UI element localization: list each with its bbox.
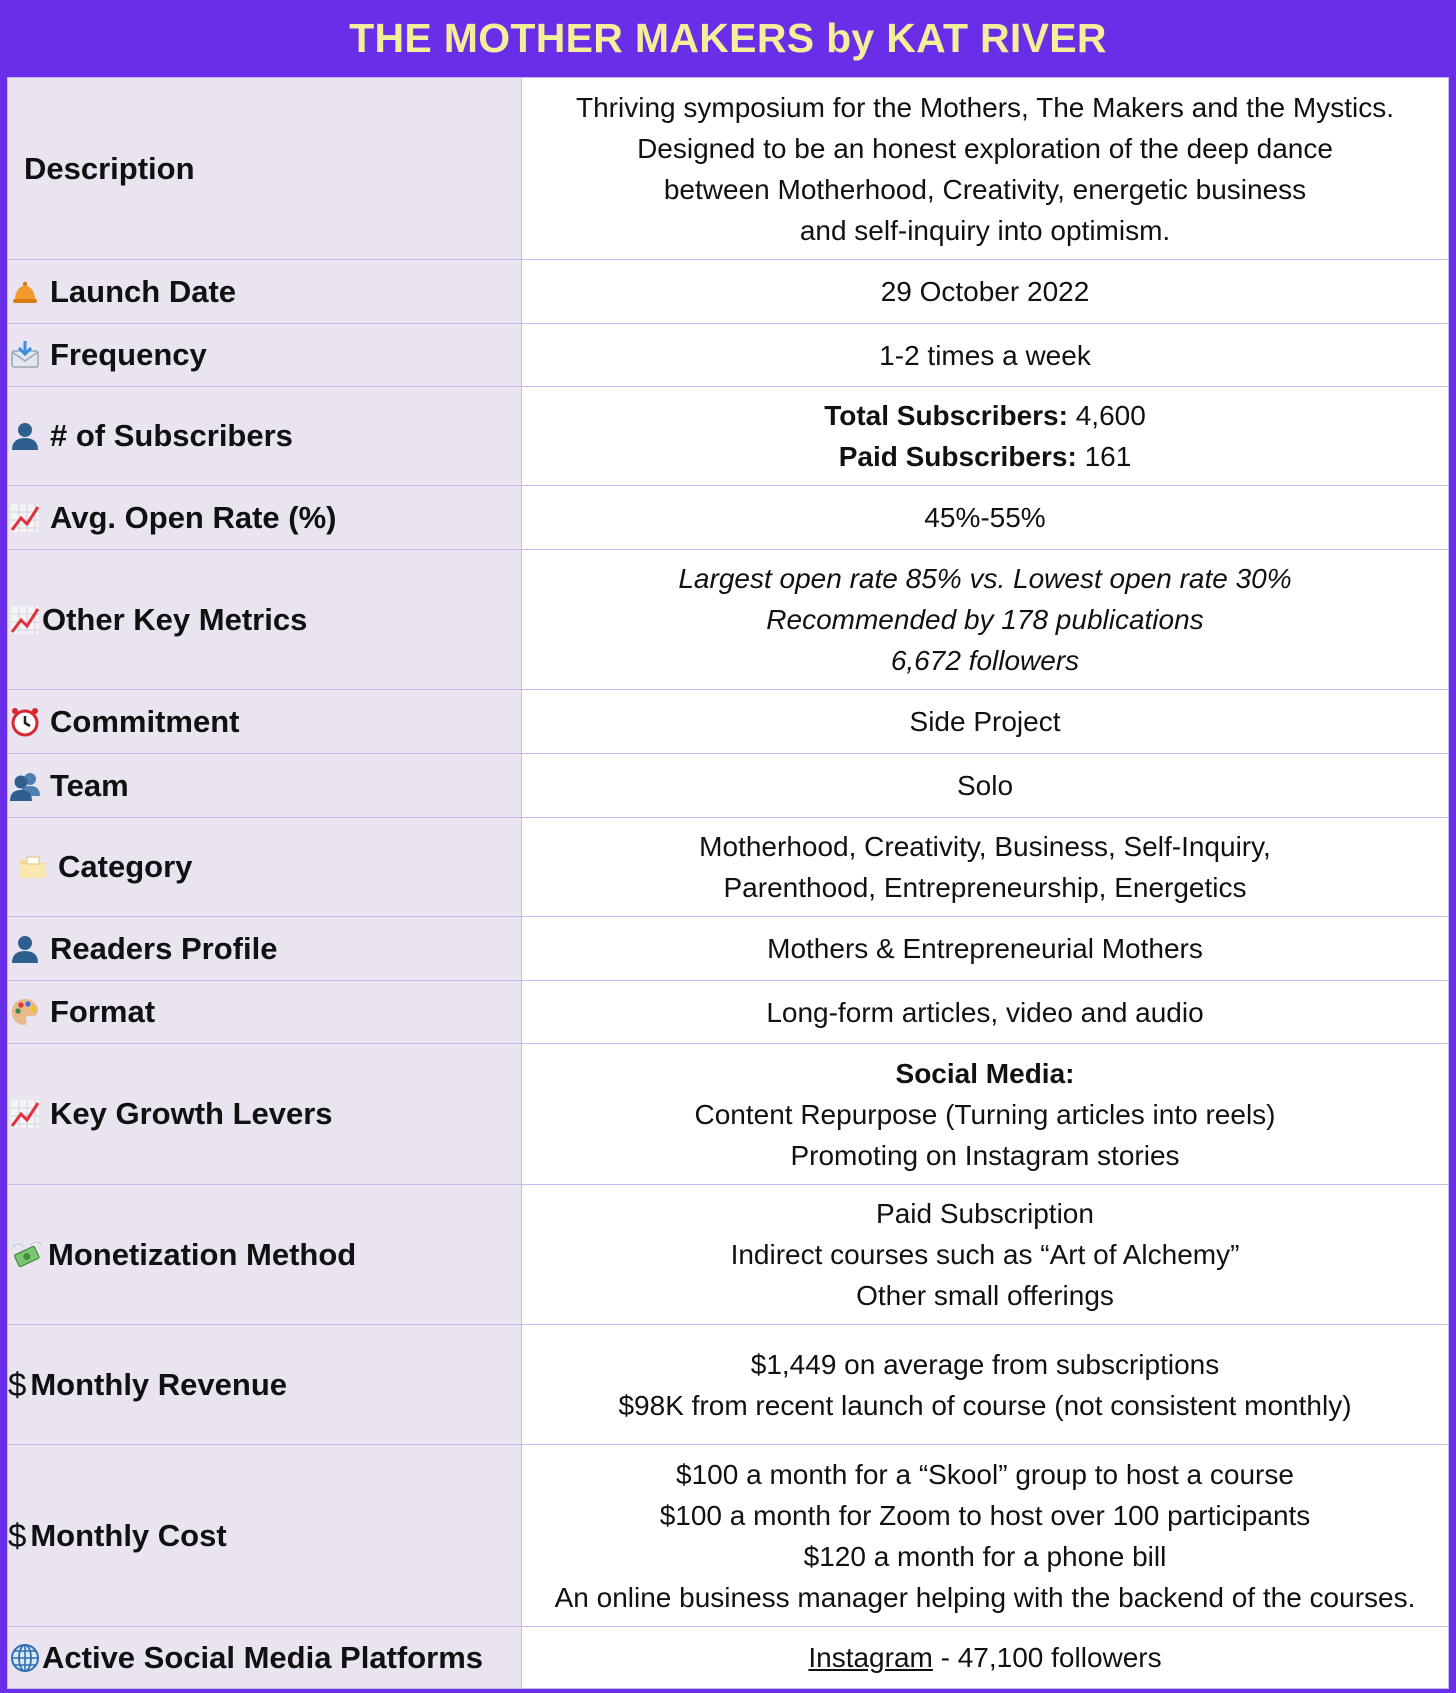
description-line: Designed to be an honest exploration of the deep dance bbox=[637, 132, 1333, 164]
row-label-open-rate bbox=[8, 486, 522, 550]
monetization-line: Paid Subscription bbox=[876, 1198, 1094, 1229]
label-text: Active Social Media Platforms bbox=[42, 1639, 484, 1675]
label-text: Frequency bbox=[50, 337, 207, 372]
row-value-monetization bbox=[522, 1185, 1449, 1325]
growth-line: Promoting on Instagram stories bbox=[790, 1139, 1180, 1171]
globe-icon bbox=[8, 1641, 42, 1675]
cost-line: An online business manager helping with the backend of the courses. bbox=[554, 1581, 1416, 1613]
label-text: Monthly Revenue bbox=[30, 1366, 288, 1402]
total-subscribers-label: Total Subscribers: bbox=[824, 400, 1068, 431]
revenue-line: $1,449 on average from subscriptions bbox=[750, 1348, 1220, 1380]
label-text: Launch Date bbox=[50, 273, 237, 309]
row-value-subscribers bbox=[522, 387, 1449, 486]
cost-line: $100 a month for a “Skool” group to host a course bbox=[676, 1458, 1294, 1490]
row-label-subscribers bbox=[8, 387, 522, 486]
paid-subscribers bbox=[522, 436, 1448, 477]
row-value-growth bbox=[522, 1044, 1449, 1185]
description-line: Thriving symposium for the Mothers, The Makers and the Mystics. bbox=[576, 91, 1394, 123]
revenue-line: $98K from recent launch of course (not consistent monthly) bbox=[618, 1389, 1352, 1421]
table-row bbox=[8, 754, 1449, 818]
row-label-launch-date bbox=[8, 260, 522, 324]
row-label-other-metrics bbox=[8, 550, 522, 690]
table-row bbox=[8, 260, 1449, 324]
table-row bbox=[8, 1445, 1449, 1627]
row-label-readers bbox=[8, 917, 522, 981]
money-with-wings-icon bbox=[10, 1238, 44, 1272]
row-label-commitment bbox=[8, 690, 522, 754]
table-row bbox=[8, 1185, 1449, 1325]
instagram-followers: - 47,100 followers bbox=[932, 1642, 1162, 1673]
chart-increasing-icon bbox=[8, 603, 42, 637]
bell-icon bbox=[8, 275, 42, 309]
label-text: Team bbox=[50, 767, 129, 803]
label-text: Description bbox=[24, 150, 195, 186]
table-row bbox=[8, 917, 1449, 981]
monetization-line: Indirect courses such as “Art of Alchemy” bbox=[730, 1239, 1240, 1270]
row-value-team: Solo bbox=[522, 754, 1449, 818]
row-label-category bbox=[8, 818, 522, 917]
label-text: Category bbox=[58, 849, 193, 884]
row-value-cost bbox=[522, 1445, 1449, 1627]
row-value-revenue bbox=[522, 1325, 1449, 1445]
monetization-line: Other small offerings bbox=[856, 1280, 1114, 1311]
total-subscribers bbox=[522, 395, 1448, 436]
row-label-format bbox=[8, 981, 522, 1044]
description-line: between Motherhood, Creativity, energetic business bbox=[663, 173, 1307, 205]
table-row bbox=[8, 690, 1449, 754]
row-value-format: Long-form articles, video and audio bbox=[522, 981, 1449, 1044]
row-label-description bbox=[8, 78, 522, 260]
chart-increasing-icon bbox=[8, 1097, 42, 1131]
alarm-clock-icon bbox=[8, 705, 42, 739]
row-value-launch-date: 29 October 2022 bbox=[522, 260, 1449, 324]
row-label-growth bbox=[8, 1044, 522, 1185]
instagram-link[interactable]: Instagram bbox=[808, 1642, 933, 1673]
metric-line: Recommended by 178 publications bbox=[766, 604, 1204, 635]
table-row bbox=[8, 981, 1449, 1044]
table-row bbox=[8, 1325, 1449, 1445]
envelope-download-icon bbox=[8, 338, 42, 372]
table-row bbox=[8, 550, 1449, 690]
person-silhouette-icon bbox=[8, 419, 42, 453]
table-row bbox=[8, 324, 1449, 387]
cost-line: $120 a month for a phone bill bbox=[803, 1540, 1167, 1572]
description-line: and self-inquiry into optimism. bbox=[799, 214, 1171, 246]
row-label-cost bbox=[8, 1445, 522, 1627]
label-text: Format bbox=[50, 994, 156, 1029]
row-value-frequency: 1-2 times a week bbox=[522, 324, 1449, 387]
profile-table bbox=[7, 77, 1449, 1689]
dollar-sign-icon: $ bbox=[8, 1365, 27, 1403]
dollar-sign-icon: $ bbox=[8, 1516, 27, 1554]
table-row bbox=[8, 1627, 1449, 1689]
people-silhouette-icon bbox=[8, 769, 42, 803]
row-label-frequency bbox=[8, 324, 522, 387]
palette-icon bbox=[8, 995, 42, 1029]
table-row bbox=[8, 818, 1449, 917]
label-text: Readers Profile bbox=[50, 930, 278, 966]
table-row bbox=[8, 486, 1449, 550]
row-value-description bbox=[522, 78, 1449, 260]
row-value-readers: Mothers & Entrepreneurial Mothers bbox=[522, 917, 1449, 981]
page-title: THE MOTHER MAKERS by KAT RIVER bbox=[349, 15, 1107, 61]
folder-icon bbox=[16, 850, 50, 884]
chart-increasing-icon bbox=[8, 501, 42, 535]
row-label-revenue bbox=[8, 1325, 522, 1445]
table-row bbox=[8, 78, 1449, 260]
category-line: Parenthood, Entrepreneurship, Energetics bbox=[723, 872, 1247, 903]
paid-subscribers-value: 161 bbox=[1084, 441, 1132, 472]
paid-subscribers-label: Paid Subscribers: bbox=[838, 441, 1077, 472]
metric-line: Largest open rate 85% vs. Lowest open rate 30% bbox=[678, 563, 1292, 594]
category-line: Motherhood, Creativity, Business, Self-Inquiry, bbox=[699, 831, 1271, 862]
cost-line: $100 a month for Zoom to host over 100 participants bbox=[659, 1499, 1311, 1531]
row-value-other-metrics bbox=[522, 550, 1449, 690]
row-label-social bbox=[8, 1627, 522, 1689]
row-value-open-rate: 45%-55% bbox=[522, 486, 1449, 550]
row-label-team bbox=[8, 754, 522, 818]
total-subscribers-value: 4,600 bbox=[1075, 400, 1146, 431]
label-text: Key Growth Levers bbox=[50, 1096, 333, 1131]
table-row bbox=[8, 1044, 1449, 1185]
row-value-category bbox=[522, 818, 1449, 917]
label-text: Other Key Metrics bbox=[42, 601, 308, 637]
metric-line: 6,672 followers bbox=[890, 645, 1080, 676]
label-text: Monthly Cost bbox=[30, 1517, 227, 1553]
row-value-social bbox=[522, 1627, 1449, 1689]
growth-heading: Social Media: bbox=[895, 1057, 1075, 1089]
label-text: # of Subscribers bbox=[50, 418, 293, 453]
row-value-commitment: Side Project bbox=[522, 690, 1449, 754]
growth-line: Content Repurpose (Turning articles into reels) bbox=[694, 1098, 1276, 1130]
label-text: Avg. Open Rate (%) bbox=[50, 499, 337, 535]
row-label-monetization bbox=[8, 1185, 522, 1325]
table-row bbox=[8, 387, 1449, 486]
person-silhouette-icon bbox=[8, 932, 42, 966]
label-text: Commitment bbox=[50, 703, 240, 739]
label-text: Monetization Method bbox=[48, 1236, 357, 1272]
